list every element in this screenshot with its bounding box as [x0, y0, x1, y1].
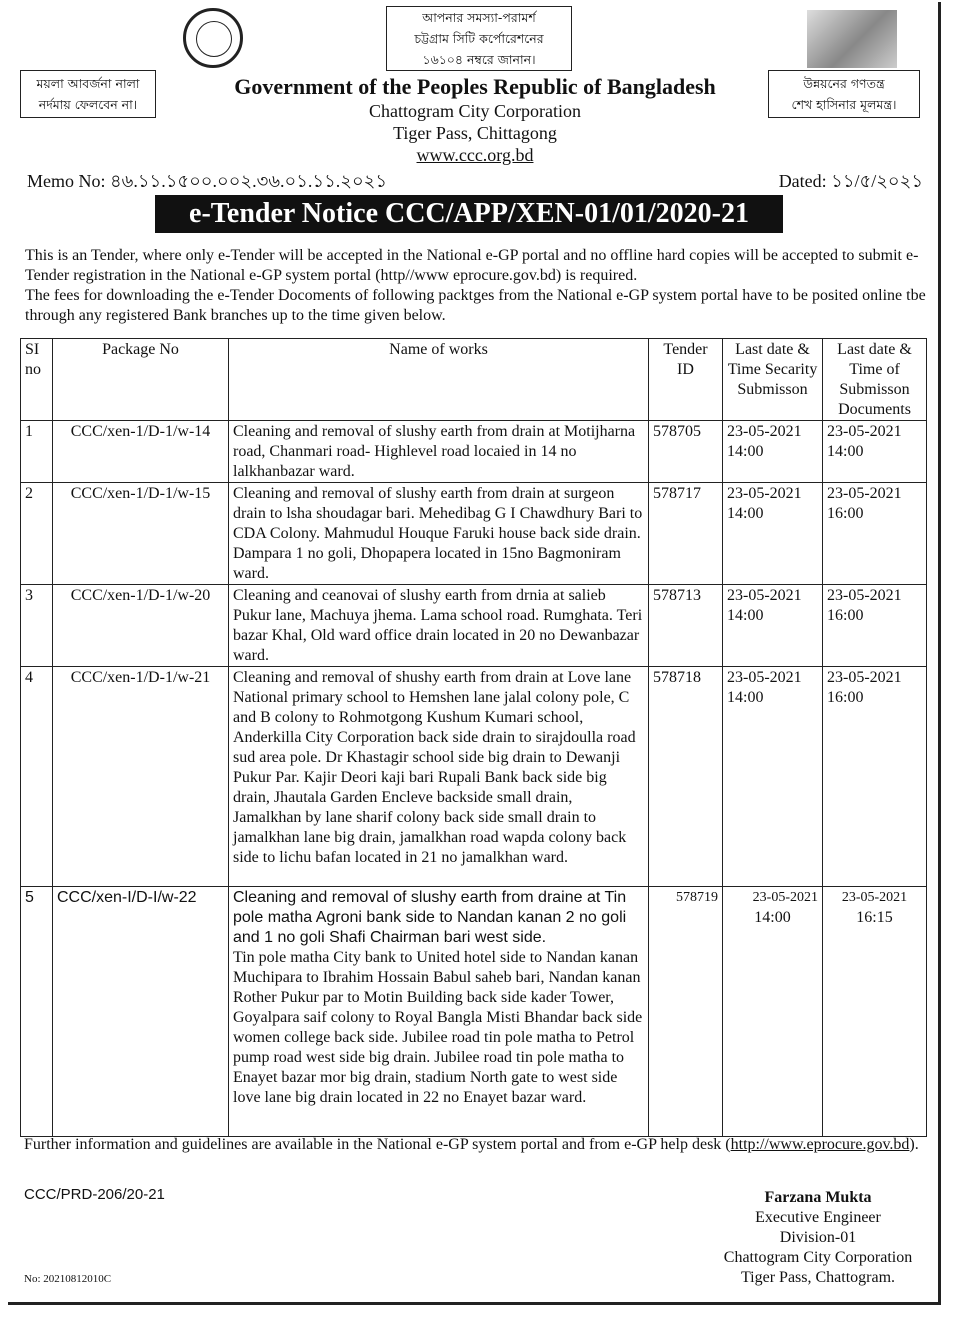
- corporation-name: Chattogram City Corporation: [369, 101, 581, 121]
- address: Tiger Pass, Chittagong: [393, 123, 557, 143]
- table-row: 2 CCC/xen-1/D-1/w-15 Cleaning and removal of slushy earth from drain at surgeon drain to lsha shoudagar bari. Mehedibag G I Chawdhury Bari to CDA Colony. Mahmudul Houque Faruki house back side drain. Dampara 1 no goli, Dhopapera located in 15no Bagmoniram ward. 578717 23-05-2021 14:00 23-05-2021 16:00: [21, 483, 927, 585]
- signatory-org: Chattogram City Corporation: [723, 1249, 913, 1266]
- header-security-date: Last date & Time Secarity Submisson: [723, 339, 823, 421]
- table-row: 4 CCC/xen-1/D-1/w-21 Cleaning and removal of shushy earth from drain at Love lane National primary school to Hemshen lane jalal colony pole, C and B colony to Rohmotgong Kushum Kumari school, Anderkilla City Corporation back side drain to sirajdoulla road sud area pole. Dr Khastagir school side big drain to Dewanji Pukur Par. Kajir Deori kaji bari Rupali Bank back side big drain, Jhautala Garden Encleve backside small drain, Jamalkhan by lane sharif colony back side small drain to jamalkhan lane big drain, jamalkhan road wapda colony back side to lichu bafan located in 21 no jamalkhan ward. 578718 23-05-2021 14:00 23-05-2021 16:00: [21, 667, 927, 887]
- header-package: Package No: [53, 339, 229, 421]
- dated: Dated: ১১/৫/২০২১: [778, 171, 923, 191]
- signatory-division: Division-01: [779, 1229, 857, 1246]
- signature-block: [690, 1188, 946, 1288]
- government-title: Government of the Peoples Republic of Bangladesh: [234, 74, 716, 99]
- header-document-date: Last date & Time of Submisson Documents: [823, 339, 927, 421]
- ccc-seal-logo: [183, 8, 243, 68]
- signatory-address: Tiger Pass, Chattogram.: [740, 1269, 896, 1286]
- further-info: Further information and guidelines are available in the National e-GP system portal and from e-GP help desk (http://www.eprocure.gov.bd).: [24, 1136, 919, 1153]
- document-reference: No: 20210812010C: [24, 1273, 112, 1285]
- website-link[interactable]: www.ccc.org.bd: [416, 145, 534, 165]
- table-header-row: [21, 339, 927, 421]
- eprocure-link[interactable]: http://www.eprocure.gov.bd: [730, 1136, 910, 1153]
- portrait-image: [807, 10, 897, 68]
- notice-title: e-Tender Notice CCC/APP/XEN-01/01/2020-21: [155, 195, 783, 233]
- prd-reference: CCC/PRD-206/20-21: [24, 1186, 165, 1203]
- works-table: [20, 338, 927, 1137]
- table-row: 5 CCC/xen-I/D-I/w-22 Cleaning and removal of slushy earth from draine at Tin pole matha Agroni bank side to Nandan kanan 2 no goli and 1 no goli Shafi Chairman bari west side. Tin pole matha City bank to United hotel side to Nandan kanan Muchipara to Ibrahim Hossain Babul saheb bari, Nandan kanan Rother Pukur par to Motin Building back side kader Tower, Goyalpara saif colony to Royal Bangla Misti Bhandar back side women college back side. Jubilee road tin pole matha to Petrol pump road west side big drain. Jubilee road tin pole matha to Enayet bazar mor big drain, stadium North gate to west side love lane big drain located in 22 no Enayet bazar ward. 578719 23-05-2021 14:00 23-05-2021 16:15: [21, 887, 927, 1137]
- helpline-box: আপনার সমস্যা-পরামর্শ চট্টগ্রাম সিটি কর্পোরেশনের ১৬১০৪ নম্বরে জানান।: [386, 6, 572, 71]
- memo-number: Memo No: ৪৬.১১.১৫০০.০০২.৩৬.০১.১১.২০২১: [27, 171, 388, 191]
- table-row: 1 CCC/xen-1/D-1/w-14 Cleaning and removal of slushy earth from drain at Motijharna road, Chanmari road- Highlevel road locaied in 14 no lalkhanbazar ward. 578705 23-05-2021 14:00 23-05-2021 14:00: [21, 421, 927, 483]
- table-row: 3 CCC/xen-1/D-1/w-20 Cleaning and ceanovai of slushy earth from drnia at salieb Pukur lane, Machuya jhema. Lama school road. Rumghata. Teri bazar Khal, Old ward office drain located in 20 no Dewanbazar ward. 578713 23-05-2021 14:00 23-05-2021 16:00: [21, 585, 927, 667]
- letterhead: [160, 74, 790, 166]
- header-tender-id: Tender ID: [649, 339, 723, 421]
- header-works: Name of works: [229, 339, 649, 421]
- slogan-box-right: উন্নয়নের গণতন্ত্র শেখ হাসিনার মূলমন্ত্র।: [768, 70, 920, 118]
- intro-text: This is an Tender, where only e-Tender will be accepted in the National e-GP portal and no offline hard copies will be accepted to submit e-Tender registration in the National e-GP system portal (http//www eprocure.gov.bd) is required. The fees for downloading the e-Tender Docoments of following packtges from the National e-GP system portal have to be posited online tbe through any registered Bank branches up to the time given below.: [25, 247, 926, 324]
- slogan-box-left: ময়লা আবর্জনা নালা নর্দমায় ফেলবেন না।: [20, 70, 156, 118]
- signatory-title: Executive Engineer: [755, 1209, 881, 1226]
- header-sl: SI no: [21, 339, 53, 421]
- signatory-name: Farzana Mukta: [764, 1189, 872, 1206]
